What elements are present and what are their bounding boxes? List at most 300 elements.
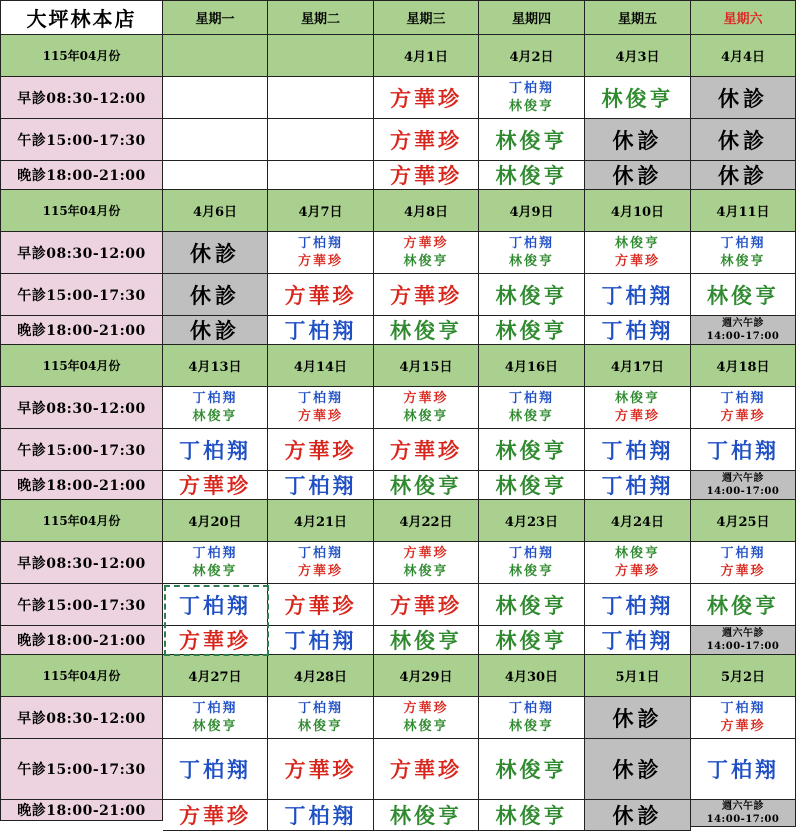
weekday-header bbox=[163, 0, 268, 35]
date-header bbox=[691, 190, 796, 232]
doctor-cell bbox=[585, 429, 691, 471]
date-header bbox=[585, 655, 691, 697]
date-header bbox=[268, 345, 374, 387]
doctor-cell bbox=[374, 739, 479, 800]
doctor-name: 林俊亨 bbox=[297, 718, 343, 734]
doctor-cell bbox=[268, 316, 374, 345]
doctor-pair-cell bbox=[691, 387, 796, 429]
date-header bbox=[374, 345, 479, 387]
doctor-cell bbox=[163, 739, 268, 800]
doctor-pair-cell bbox=[691, 232, 796, 274]
doctor-cell bbox=[585, 77, 691, 119]
weekday-header bbox=[479, 0, 585, 35]
time-slot-text: 午診15:00-17:30 bbox=[17, 442, 146, 459]
closed-label: 休診 bbox=[190, 240, 240, 266]
doctor-cell bbox=[585, 626, 691, 655]
doctor-pair-cell bbox=[268, 232, 374, 274]
doctor-name: 林俊亨 bbox=[495, 127, 568, 153]
closed-label: 休診 bbox=[612, 163, 663, 188]
doctor-pair-cell bbox=[268, 387, 374, 429]
doctor-name: 林俊亨 bbox=[192, 718, 238, 734]
empty-cell bbox=[163, 161, 268, 190]
date-header bbox=[268, 190, 374, 232]
doctor-name: 丁柏翔 bbox=[297, 700, 343, 716]
doctor-name: 方華珍 bbox=[284, 437, 357, 463]
time-slot-text: 早診08:30-12:00 bbox=[17, 710, 146, 727]
doctor-pair-cell bbox=[268, 542, 374, 584]
time-slot-label bbox=[0, 119, 163, 161]
date-label: 4月25日 bbox=[716, 515, 770, 530]
doctor-name: 丁柏翔 bbox=[601, 473, 674, 498]
doctor-name: 丁柏翔 bbox=[707, 437, 779, 463]
empty-cell bbox=[163, 119, 268, 161]
doctor-name: 林俊亨 bbox=[192, 563, 238, 579]
doctor-name: 林俊亨 bbox=[495, 163, 568, 188]
doctor-name: 林俊亨 bbox=[403, 718, 449, 734]
time-slot-label bbox=[0, 584, 163, 626]
doctor-pair-cell bbox=[374, 542, 479, 584]
date-label: 5月1日 bbox=[615, 670, 660, 685]
doctor-name: 林俊亨 bbox=[495, 757, 568, 782]
date-label: 4月9日 bbox=[509, 205, 554, 220]
doctor-name: 林俊亨 bbox=[508, 408, 554, 424]
doctor-name: 林俊亨 bbox=[614, 545, 660, 561]
doctor-name: 林俊亨 bbox=[495, 628, 568, 653]
doctor-pair-cell bbox=[479, 77, 585, 119]
time-slot-text: 晚診18:00-21:00 bbox=[17, 633, 146, 649]
page-title-cell bbox=[0, 0, 163, 35]
doctor-cell bbox=[691, 274, 796, 316]
doctor-name: 丁柏翔 bbox=[601, 592, 674, 618]
date-label: 4月3日 bbox=[615, 50, 660, 65]
closed-cell bbox=[691, 77, 796, 119]
closed-label: 休診 bbox=[718, 85, 768, 111]
time-slot-label bbox=[0, 161, 163, 190]
empty-cell bbox=[268, 161, 374, 190]
date-header bbox=[163, 655, 268, 697]
date-header bbox=[268, 35, 374, 77]
doctor-name: 方華珍 bbox=[297, 253, 343, 269]
weekday-header bbox=[691, 0, 796, 35]
doctor-name: 方華珍 bbox=[284, 592, 357, 618]
month-label: 115年04月份 bbox=[42, 514, 121, 528]
doctor-pair-cell bbox=[585, 387, 691, 429]
doctor-pair-cell bbox=[374, 232, 479, 274]
doctor-name: 林俊亨 bbox=[707, 592, 779, 618]
doctor-cell bbox=[268, 584, 374, 626]
doctor-cell bbox=[691, 429, 796, 471]
time-slot-label bbox=[0, 626, 163, 655]
closed-cell bbox=[691, 119, 796, 161]
doctor-name: 丁柏翔 bbox=[720, 235, 766, 251]
date-label: 4月28日 bbox=[293, 670, 348, 685]
page-title: 大坪林本店 bbox=[26, 7, 137, 31]
date-header bbox=[691, 345, 796, 387]
closed-label: 休診 bbox=[612, 803, 663, 828]
doctor-cell bbox=[268, 739, 374, 800]
doctor-name: 方華珍 bbox=[403, 700, 449, 716]
saturday-note-line: 週六午診 bbox=[722, 801, 764, 812]
empty-cell bbox=[268, 119, 374, 161]
month-label: 115年04月份 bbox=[42, 204, 121, 218]
closed-cell bbox=[585, 161, 691, 190]
saturday-note-cell bbox=[691, 316, 796, 345]
date-label: 4月27日 bbox=[188, 670, 242, 685]
doctor-name: 林俊亨 bbox=[495, 318, 568, 343]
doctor-cell bbox=[268, 471, 374, 500]
doctor-name: 方華珍 bbox=[390, 282, 462, 308]
weekday-label: 星期二 bbox=[300, 12, 340, 27]
date-label: 4月23日 bbox=[504, 515, 559, 530]
date-label: 4月4日 bbox=[720, 50, 766, 65]
weekday-label: 星期四 bbox=[511, 12, 551, 27]
doctor-cell bbox=[585, 471, 691, 500]
doctor-name: 林俊亨 bbox=[508, 98, 554, 114]
doctor-cell bbox=[374, 584, 479, 626]
date-header bbox=[691, 500, 796, 542]
closed-cell bbox=[585, 119, 691, 161]
closed-cell bbox=[163, 232, 268, 274]
doctor-name: 林俊亨 bbox=[614, 235, 660, 251]
doctor-name: 丁柏翔 bbox=[601, 628, 674, 653]
closed-cell bbox=[585, 800, 691, 831]
doctor-name: 丁柏翔 bbox=[192, 545, 238, 561]
doctor-cell bbox=[691, 584, 796, 626]
time-slot-label bbox=[0, 274, 163, 316]
doctor-name: 丁柏翔 bbox=[720, 545, 766, 561]
saturday-note-line: 14:00-17:00 bbox=[706, 641, 780, 652]
doctor-name: 丁柏翔 bbox=[284, 318, 357, 343]
doctor-name: 丁柏翔 bbox=[508, 390, 554, 406]
month-label-cell bbox=[0, 35, 163, 77]
weekday-label: 星期三 bbox=[406, 12, 446, 27]
doctor-cell bbox=[163, 584, 268, 626]
doctor-pair-cell bbox=[163, 542, 268, 584]
doctor-cell bbox=[374, 471, 479, 500]
doctor-cell bbox=[479, 429, 585, 471]
doctor-name: 丁柏翔 bbox=[179, 437, 251, 463]
weekday-label: 星期一 bbox=[195, 12, 235, 27]
month-label: 115年04月份 bbox=[42, 669, 121, 683]
saturday-note-line: 週六午診 bbox=[722, 628, 764, 639]
doctor-name: 丁柏翔 bbox=[297, 235, 343, 251]
time-slot-text: 早診08:30-12:00 bbox=[17, 245, 146, 262]
doctor-name: 丁柏翔 bbox=[297, 390, 343, 406]
date-header bbox=[374, 35, 479, 77]
date-label: 4月18日 bbox=[716, 360, 770, 375]
date-label: 4月14日 bbox=[293, 360, 348, 375]
doctor-name: 方華珍 bbox=[403, 390, 449, 406]
time-slot-text: 午診15:00-17:30 bbox=[17, 762, 146, 778]
doctor-name: 丁柏翔 bbox=[284, 803, 357, 828]
saturday-note-line: 14:00-17:00 bbox=[706, 331, 780, 342]
time-slot-text: 早診08:30-12:00 bbox=[17, 90, 146, 107]
month-label: 115年04月份 bbox=[42, 359, 121, 373]
doctor-name: 林俊亨 bbox=[495, 437, 568, 463]
doctor-name: 林俊亨 bbox=[390, 803, 462, 828]
doctor-cell bbox=[268, 429, 374, 471]
closed-label: 休診 bbox=[612, 127, 663, 153]
doctor-name: 方華珍 bbox=[390, 757, 462, 782]
doctor-pair-cell bbox=[479, 542, 585, 584]
time-slot-label bbox=[0, 429, 163, 471]
time-slot-text: 午診15:00-17:30 bbox=[17, 287, 146, 304]
time-slot-label bbox=[0, 739, 163, 800]
time-slot-label bbox=[0, 542, 163, 584]
doctor-pair-cell bbox=[585, 542, 691, 584]
date-header bbox=[585, 35, 691, 77]
month-label-cell bbox=[0, 190, 163, 232]
doctor-name: 方華珍 bbox=[720, 563, 766, 579]
doctor-cell bbox=[585, 274, 691, 316]
closed-cell bbox=[163, 274, 268, 316]
doctor-name: 林俊亨 bbox=[495, 803, 568, 828]
time-slot-label bbox=[0, 316, 163, 345]
doctor-name: 丁柏翔 bbox=[284, 628, 357, 653]
doctor-name: 丁柏翔 bbox=[508, 80, 554, 96]
date-label: 4月30日 bbox=[504, 670, 559, 685]
closed-label: 休診 bbox=[612, 757, 663, 782]
doctor-name: 林俊亨 bbox=[495, 282, 568, 308]
doctor-cell bbox=[479, 471, 585, 500]
doctor-name: 丁柏翔 bbox=[179, 757, 251, 782]
time-slot-label bbox=[0, 800, 163, 821]
doctor-name: 丁柏翔 bbox=[192, 700, 238, 716]
date-label: 4月15日 bbox=[399, 360, 453, 375]
doctor-pair-cell bbox=[479, 697, 585, 739]
time-slot-label bbox=[0, 697, 163, 739]
doctor-name: 方華珍 bbox=[284, 282, 357, 308]
time-slot-text: 晚診18:00-21:00 bbox=[17, 803, 146, 819]
saturday-note-cell bbox=[691, 800, 796, 827]
date-header bbox=[585, 345, 691, 387]
month-label-cell bbox=[0, 655, 163, 697]
time-slot-label bbox=[0, 77, 163, 119]
doctor-name: 林俊亨 bbox=[390, 628, 462, 653]
doctor-name: 方華珍 bbox=[403, 235, 449, 251]
doctor-name: 林俊亨 bbox=[508, 563, 554, 579]
doctor-name: 林俊亨 bbox=[508, 718, 554, 734]
time-slot-label bbox=[0, 387, 163, 429]
doctor-cell bbox=[374, 77, 479, 119]
doctor-name: 丁柏翔 bbox=[720, 700, 766, 716]
time-slot-text: 晚診18:00-21:00 bbox=[17, 323, 146, 339]
date-label: 4月11日 bbox=[716, 205, 770, 220]
closed-label: 休診 bbox=[190, 318, 240, 343]
doctor-name: 林俊亨 bbox=[390, 473, 462, 498]
weekday-header bbox=[585, 0, 691, 35]
saturday-note-line: 14:00-17:00 bbox=[706, 814, 780, 825]
closed-cell bbox=[163, 316, 268, 345]
weekday-header bbox=[268, 0, 374, 35]
date-header bbox=[374, 500, 479, 542]
date-header bbox=[479, 35, 585, 77]
doctor-cell bbox=[479, 161, 585, 190]
doctor-pair-cell bbox=[374, 697, 479, 739]
doctor-cell bbox=[163, 800, 268, 831]
date-label: 4月8日 bbox=[403, 205, 449, 220]
month-label-cell bbox=[0, 500, 163, 542]
closed-label: 休診 bbox=[190, 282, 240, 308]
doctor-cell bbox=[585, 584, 691, 626]
doctor-name: 方華珍 bbox=[614, 253, 660, 269]
doctor-cell bbox=[268, 800, 374, 831]
doctor-name: 方華珍 bbox=[390, 592, 462, 618]
doctor-cell bbox=[479, 316, 585, 345]
doctor-cell bbox=[163, 626, 268, 655]
doctor-name: 丁柏翔 bbox=[179, 592, 251, 618]
date-header bbox=[163, 190, 268, 232]
doctor-pair-cell bbox=[163, 697, 268, 739]
doctor-name: 方華珍 bbox=[297, 563, 343, 579]
date-header bbox=[163, 345, 268, 387]
doctor-name: 林俊亨 bbox=[720, 253, 766, 269]
doctor-name: 方華珍 bbox=[390, 127, 462, 153]
date-label: 4月17日 bbox=[610, 360, 665, 375]
doctor-name: 林俊亨 bbox=[495, 592, 568, 618]
date-label: 4月29日 bbox=[399, 670, 453, 685]
closed-cell bbox=[585, 739, 691, 800]
doctor-name: 丁柏翔 bbox=[508, 545, 554, 561]
date-label: 4月16日 bbox=[504, 360, 559, 375]
saturday-note-line: 週六午診 bbox=[722, 318, 764, 329]
date-header bbox=[268, 500, 374, 542]
doctor-name: 丁柏翔 bbox=[601, 437, 674, 463]
doctor-cell bbox=[163, 429, 268, 471]
date-label: 4月2日 bbox=[509, 50, 554, 65]
doctor-name: 丁柏翔 bbox=[601, 282, 674, 308]
doctor-pair-cell bbox=[374, 387, 479, 429]
date-header bbox=[479, 345, 585, 387]
doctor-name: 丁柏翔 bbox=[508, 700, 554, 716]
time-slot-text: 早診08:30-12:00 bbox=[17, 555, 146, 572]
time-slot-text: 午診15:00-17:30 bbox=[17, 132, 146, 149]
date-header bbox=[374, 655, 479, 697]
date-header bbox=[163, 500, 268, 542]
date-label: 4月13日 bbox=[188, 360, 242, 375]
date-label: 4月6日 bbox=[192, 205, 238, 220]
date-header bbox=[479, 190, 585, 232]
saturday-note-cell bbox=[691, 471, 796, 500]
doctor-name: 林俊亨 bbox=[707, 282, 779, 308]
saturday-note-line: 週六午診 bbox=[722, 473, 764, 484]
date-header bbox=[374, 190, 479, 232]
doctor-name: 林俊亨 bbox=[508, 253, 554, 269]
doctor-cell bbox=[374, 626, 479, 655]
doctor-pair-cell bbox=[479, 232, 585, 274]
date-header bbox=[691, 35, 796, 77]
saturday-note-cell bbox=[691, 626, 796, 655]
time-slot-text: 午診15:00-17:30 bbox=[17, 597, 146, 614]
closed-label: 休診 bbox=[612, 705, 663, 731]
doctor-cell bbox=[585, 316, 691, 345]
closed-label: 休診 bbox=[718, 163, 768, 188]
month-label-cell bbox=[0, 345, 163, 387]
doctor-pair-cell bbox=[585, 232, 691, 274]
doctor-pair-cell bbox=[163, 387, 268, 429]
doctor-pair-cell bbox=[268, 697, 374, 739]
time-slot-label bbox=[0, 471, 163, 500]
doctor-name: 丁柏翔 bbox=[192, 390, 238, 406]
doctor-name: 方華珍 bbox=[403, 545, 449, 561]
doctor-name: 方華珍 bbox=[720, 718, 766, 734]
doctor-cell bbox=[268, 274, 374, 316]
doctor-name: 林俊亨 bbox=[403, 253, 449, 269]
weekday-label: 星期五 bbox=[617, 12, 657, 27]
date-header bbox=[585, 190, 691, 232]
doctor-name: 丁柏翔 bbox=[284, 473, 357, 498]
doctor-cell bbox=[479, 800, 585, 831]
time-slot-text: 早診08:30-12:00 bbox=[17, 400, 146, 417]
empty-cell bbox=[268, 77, 374, 119]
empty-cell bbox=[163, 77, 268, 119]
doctor-name: 方華珍 bbox=[284, 757, 357, 782]
date-header bbox=[585, 500, 691, 542]
doctor-pair-cell bbox=[691, 697, 796, 739]
date-label: 4月24日 bbox=[610, 515, 665, 530]
doctor-cell bbox=[268, 626, 374, 655]
doctor-name: 丁柏翔 bbox=[297, 545, 343, 561]
time-slot-label bbox=[0, 232, 163, 274]
doctor-name: 林俊亨 bbox=[495, 473, 568, 498]
doctor-name: 方華珍 bbox=[390, 163, 462, 188]
doctor-cell bbox=[163, 471, 268, 500]
time-slot-text: 晚診18:00-21:00 bbox=[17, 478, 146, 494]
date-label: 5月2日 bbox=[720, 670, 766, 685]
doctor-name: 方華珍 bbox=[390, 85, 462, 111]
doctor-name: 林俊亨 bbox=[403, 408, 449, 424]
doctor-cell bbox=[479, 274, 585, 316]
doctor-name: 林俊亨 bbox=[601, 85, 674, 111]
doctor-name: 方華珍 bbox=[179, 803, 251, 828]
doctor-cell bbox=[479, 739, 585, 800]
doctor-cell bbox=[479, 584, 585, 626]
date-label: 4月1日 bbox=[403, 50, 449, 65]
doctor-cell bbox=[479, 119, 585, 161]
date-header bbox=[691, 655, 796, 697]
date-label: 4月22日 bbox=[399, 515, 453, 530]
doctor-name: 丁柏翔 bbox=[601, 318, 674, 343]
date-header bbox=[268, 655, 374, 697]
doctor-name: 丁柏翔 bbox=[720, 390, 766, 406]
doctor-cell bbox=[374, 316, 479, 345]
doctor-pair-cell bbox=[479, 387, 585, 429]
doctor-cell bbox=[691, 739, 796, 800]
date-label: 4月10日 bbox=[610, 205, 665, 220]
doctor-name: 方華珍 bbox=[614, 563, 660, 579]
doctor-cell bbox=[374, 274, 479, 316]
month-label: 115年04月份 bbox=[42, 49, 121, 63]
closed-cell bbox=[585, 697, 691, 739]
doctor-name: 方華珍 bbox=[179, 473, 251, 498]
date-label: 4月21日 bbox=[293, 515, 348, 530]
date-label: 4月7日 bbox=[298, 205, 343, 220]
doctor-name: 方華珍 bbox=[614, 408, 660, 424]
closed-label: 休診 bbox=[718, 127, 768, 153]
doctor-cell bbox=[374, 161, 479, 190]
doctor-name: 林俊亨 bbox=[390, 318, 462, 343]
doctor-name: 方華珍 bbox=[390, 437, 462, 463]
doctor-cell bbox=[479, 626, 585, 655]
closed-cell bbox=[691, 161, 796, 190]
doctor-name: 丁柏翔 bbox=[707, 757, 779, 782]
doctor-pair-cell bbox=[691, 542, 796, 584]
date-header bbox=[163, 35, 268, 77]
doctor-name: 丁柏翔 bbox=[508, 235, 554, 251]
doctor-name: 方華珍 bbox=[179, 628, 251, 653]
weekday-label: 星期六 bbox=[723, 12, 763, 27]
time-slot-text: 晚診18:00-21:00 bbox=[17, 168, 146, 184]
